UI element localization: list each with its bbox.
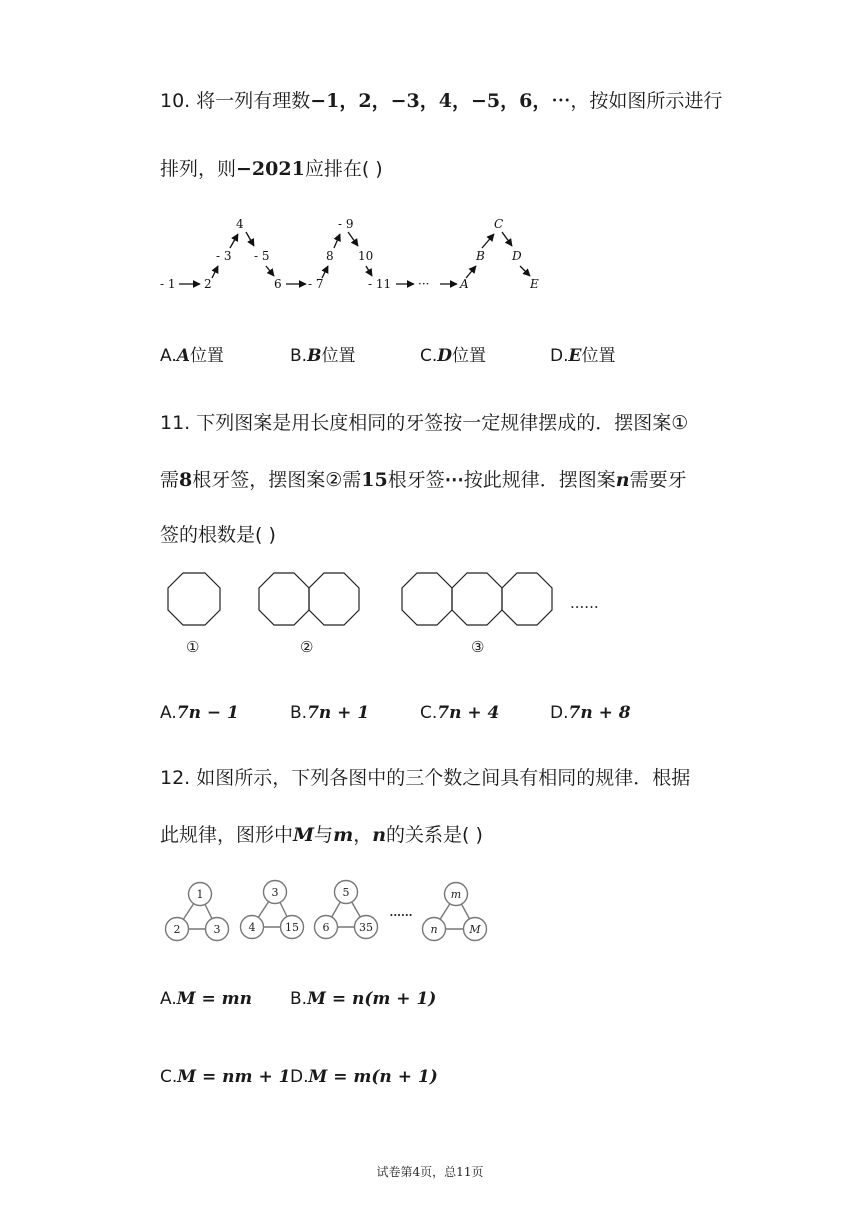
- q11-octagon-figure: [160, 568, 620, 663]
- q10-zigzag-figure: [150, 208, 550, 298]
- q10-option-b[interactable]: B.B位置: [290, 346, 356, 366]
- q12-t1-right: 3: [213, 923, 221, 936]
- q12-t4-top: m: [450, 888, 462, 901]
- q12-t2-left: 4: [248, 921, 256, 934]
- q10-stem-text-2: ，按如图所示进行: [570, 90, 723, 112]
- q11-variable-n: n: [615, 469, 630, 491]
- q10-node-n5: - 5: [254, 249, 270, 263]
- q10-option-d[interactable]: D.E位置: [550, 346, 616, 366]
- q10-option-c[interactable]: C.D位置: [420, 346, 487, 366]
- octagon-shape: [452, 573, 502, 625]
- q10-answer-blank: 应排在( ): [304, 158, 383, 180]
- q12-line1: 12. 如图所示，下列各图中的三个数之间具有相同的规律．根据: [160, 767, 691, 789]
- q10-node-n2: 2: [204, 277, 212, 291]
- q10-node-n9: - 9: [338, 217, 354, 231]
- q11-line3: 签的根数是( ): [160, 524, 276, 546]
- q10-node-n8: 8: [326, 249, 334, 263]
- q12-variable-M: M: [293, 824, 315, 846]
- q12-t3-right: 35: [359, 921, 373, 934]
- q11-pattern-label-3: ③: [471, 638, 485, 656]
- octagon-shape: [502, 573, 552, 625]
- q12-variable-m: m: [333, 824, 354, 846]
- q10-node-a: A: [460, 277, 469, 291]
- q10-line2: [160, 156, 383, 182]
- q10-node-c: C: [494, 217, 504, 231]
- q12-t1-top: 1: [196, 888, 204, 901]
- q11-continuation-dots: ......: [570, 594, 599, 612]
- q12-t4-right: M: [469, 923, 481, 936]
- q12-t2-top: 3: [271, 886, 279, 899]
- q11-pattern-label-2: ②: [300, 638, 314, 656]
- q10-node-n1: - 1: [160, 277, 176, 291]
- q12-option-d[interactable]: D.M = m(n + 1): [290, 1067, 438, 1087]
- q10-node-n11: - 11: [368, 277, 392, 291]
- q11-count-1: 8: [179, 469, 193, 491]
- q11-option-a[interactable]: A.7n − 1: [160, 703, 239, 723]
- q11-option-d[interactable]: D.7n + 8: [550, 703, 631, 723]
- q10-node-n7: - 7: [308, 277, 324, 291]
- q10-target-number: −2021: [236, 158, 305, 180]
- q12-option-c[interactable]: C.M = nm + 1: [160, 1067, 291, 1087]
- q10-node-n4: 4: [236, 217, 244, 231]
- q11-line2: 需8根牙签，摆图案②需15根牙签⋯按此规律．摆图案n需要牙: [160, 469, 687, 491]
- q10-node-n3: - 3: [216, 249, 232, 263]
- q10-node-n6: 6: [274, 277, 282, 291]
- q12-t4-left: n: [430, 923, 438, 936]
- octagon-shape: [259, 573, 309, 625]
- q11-count-2: 15: [361, 469, 388, 491]
- q11-line1: 11. 下列图案是用长度相同的牙签按一定规律摆成的．摆图案①: [160, 412, 689, 434]
- octagon-shape: [168, 573, 220, 625]
- q12-option-a[interactable]: A.M = mn: [160, 989, 252, 1009]
- q12-variable-n: n: [372, 824, 387, 846]
- q10-node-d: D: [512, 249, 522, 263]
- q12-line2: 此规律，图形中M与m，n的关系是( ): [160, 824, 483, 846]
- q10-node-e: E: [530, 277, 539, 291]
- q10-stem-text: 10. 将一列有理数: [160, 90, 311, 112]
- q10-line1: [160, 88, 722, 114]
- q12-option-b[interactable]: B.M = n(m + 1): [290, 989, 437, 1009]
- q12-continuation-dots: ......: [389, 906, 413, 919]
- q10-node-n10: 10: [358, 249, 374, 263]
- octagon-shape: [309, 573, 359, 625]
- q12-triangle-figure: [160, 878, 490, 948]
- q11-option-c[interactable]: C.7n + 4: [420, 703, 500, 723]
- q12-t3-top: 5: [342, 886, 350, 899]
- q10-node-b: B: [476, 249, 485, 263]
- q12-t1-left: 2: [173, 923, 181, 936]
- q12-t2-right: 15: [285, 921, 299, 934]
- octagon-shape: [402, 573, 452, 625]
- q10-option-a[interactable]: A.A位置: [160, 346, 224, 366]
- q10-ellipsis: ···: [418, 277, 430, 291]
- q10-stem-text-3: 排列，则: [160, 158, 237, 180]
- page-footer: 试卷第4页，总11页: [376, 1165, 484, 1179]
- q10-sequence: −1，2，−3，4，−5，6，⋯: [310, 90, 571, 112]
- q11-pattern-label-1: ①: [186, 638, 200, 656]
- q11-option-b[interactable]: B.7n + 1: [290, 703, 370, 723]
- q12-t3-left: 6: [322, 921, 330, 934]
